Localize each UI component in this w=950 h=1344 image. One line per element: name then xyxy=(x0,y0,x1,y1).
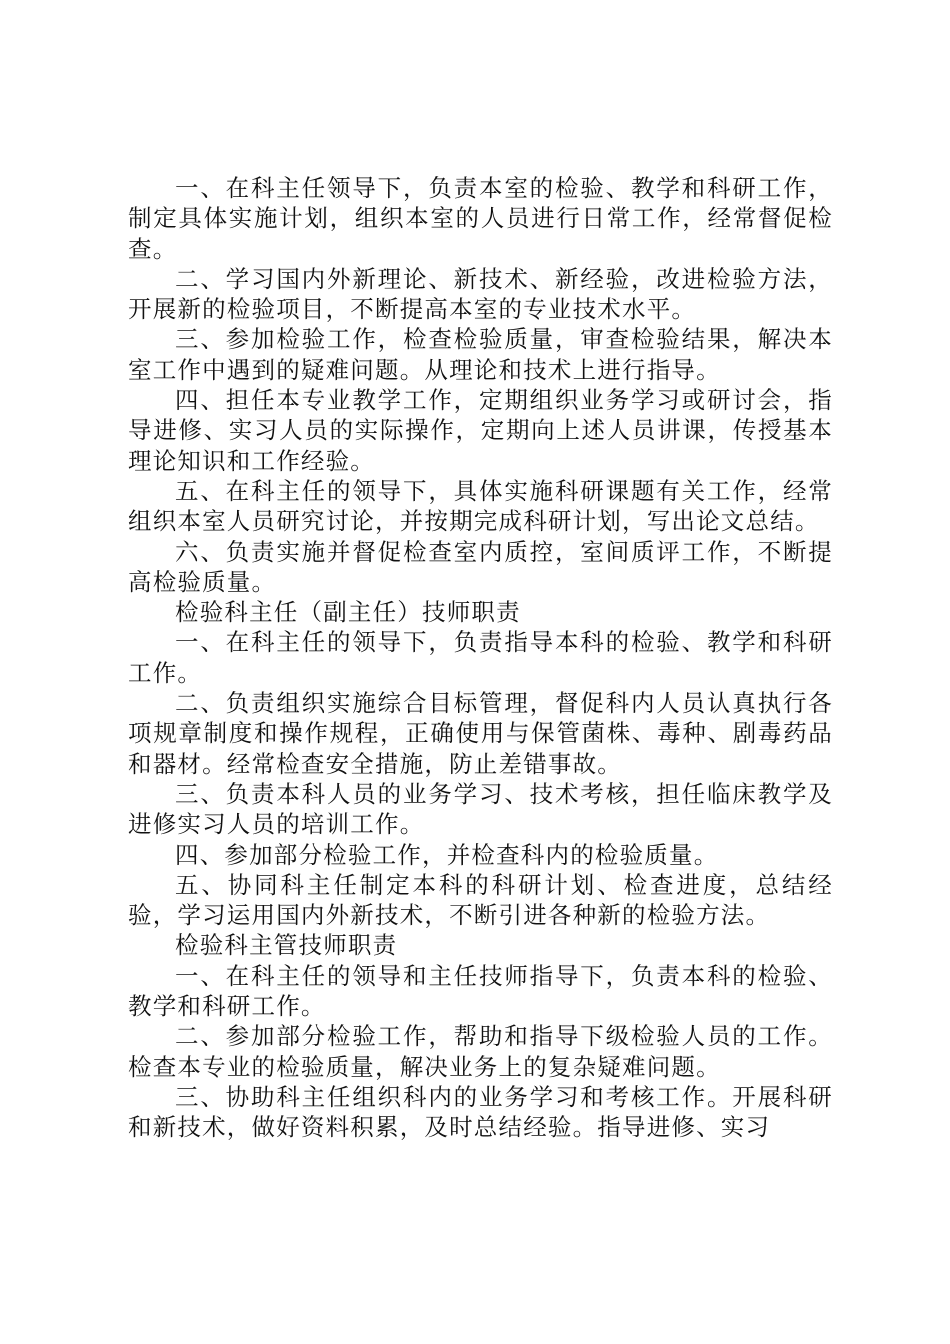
paragraph-13: 二、参加部分检验工作，帮助和指导下级检验人员的工作。检查本专业的检验质量，解决业务上的复杂疑难问题。 xyxy=(128,1022,833,1081)
paragraph-11: 五、协同科主任制定本科的科研计划、检查进度，总结经验，学习运用国内外新技术，不断引进各种新的检验方法。 xyxy=(128,870,833,930)
paragraph-3: 三、参加检验工作，检查检验质量，审查检验结果，解决本室工作中遇到的疑难问题。从理论和技术上进行指导。 xyxy=(128,325,833,384)
paragraph-2: 二、学习国内外新理论、新技术、新经验，改进检验方法，开展新的检验项目，不断提高本室的专业技术水平。 xyxy=(128,264,833,324)
paragraph-10: 四、参加部分检验工作，并检查科内的检验质量。 xyxy=(175,840,719,869)
section-heading-supervisor: 检验科主管技师职责 xyxy=(175,931,398,960)
paragraph-6: 六、负责实施并督促检查室内质控，室间质评工作，不断提高检验质量。 xyxy=(128,537,833,596)
paragraph-7: 一、在科主任的领导下，负责指导本科的检验、教学和科研工作。 xyxy=(128,628,833,687)
paragraph-9: 三、负责本科人员的业务学习、技术考核，担任临床教学及进修实习人员的培训工作。 xyxy=(128,779,833,839)
paragraph-5: 五、在科主任的领导下，具体实施科研课题有关工作，经常组织本室人员研究讨论，并按期完成科研计划，写出论文总结。 xyxy=(128,476,833,536)
paragraph-1: 一、在科主任领导下，负责本室的检验、教学和科研工作，制定具体实施计划，组织本室的人员进行日常工作，经常督促检查。 xyxy=(128,174,833,263)
document-body xyxy=(128,173,833,1143)
paragraph-4: 四、担任本专业教学工作，定期组织业务学习或研讨会，指导进修、实习人员的实际操作，定期向上述人员讲课，传授基本理论知识和工作经验。 xyxy=(128,386,833,475)
section-heading-deputy-director: 检验科主任（副主任）技师职责 xyxy=(175,598,521,627)
paragraph-12: 一、在科主任的领导和主任技师指导下，负责本科的检验、教学和科研工作。 xyxy=(128,961,833,1021)
paragraph-14: 三、协助科主任组织科内的业务学习和考核工作。开展科研和新技术，做好资料积累，及时总结经验。指导进修、实习 xyxy=(128,1082,833,1142)
paragraph-8: 二、负责组织实施综合目标管理，督促科内人员认真执行各项规章制度和操作规程，正确使用与保管菌株、毒种、剧毒药品和器材。经常检查安全措施，防止差错事故。 xyxy=(128,689,833,778)
